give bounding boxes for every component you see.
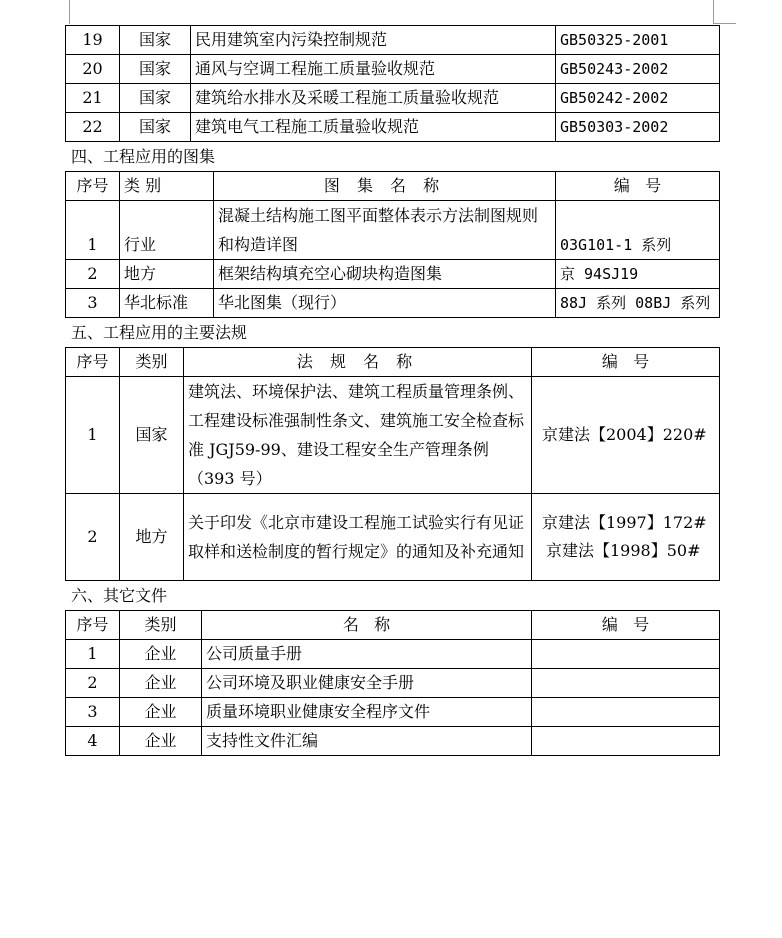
row-code: 88J 系列 08BJ 系列 — [556, 289, 720, 318]
header-category: 类别 — [120, 611, 202, 640]
row-number: 3 — [66, 289, 120, 318]
table-row — [66, 26, 720, 55]
regulations-table — [65, 347, 720, 581]
row-category: 国家 — [120, 113, 191, 142]
other-documents-table — [65, 610, 720, 756]
table-row — [66, 640, 720, 669]
row-category: 国家 — [120, 84, 191, 113]
row-code: 京 94SJ19 — [556, 260, 720, 289]
row-number: 20 — [66, 55, 120, 84]
row-code: GB50243-2002 — [556, 55, 720, 84]
table-row — [66, 113, 720, 142]
row-category: 国家 — [120, 55, 191, 84]
table-row — [66, 727, 720, 756]
row-code — [532, 669, 720, 698]
table-row — [66, 377, 720, 494]
row-number: 4 — [66, 727, 120, 756]
row-number: 19 — [66, 26, 120, 55]
row-code: GB50303-2002 — [556, 113, 720, 142]
section-heading-atlas: 四、工程应用的图集 — [71, 147, 216, 166]
row-code — [532, 698, 720, 727]
row-name: 质量环境职业健康安全程序文件 — [202, 698, 532, 727]
table-row — [66, 260, 720, 289]
row-category: 华北标准 — [120, 289, 214, 318]
header-name: 法 规 名 称 — [184, 348, 532, 377]
row-name: 建筑给水排水及采暖工程施工质量验收规范 — [191, 84, 556, 113]
row-category: 国家 — [120, 26, 191, 55]
table-row — [66, 289, 720, 318]
table-row — [66, 55, 720, 84]
row-number: 2 — [66, 669, 120, 698]
table-row — [66, 698, 720, 727]
row-category: 企业 — [120, 698, 202, 727]
row-name: 建筑法、环境保护法、建筑工程质量管理条例、工程建设标准强制性条文、建筑施工安全检查标准 JGJ59-99、建设工程安全生产管理条例（393 号） — [184, 377, 532, 494]
header-name: 名 称 — [202, 611, 532, 640]
row-name: 混凝土结构施工图平面整体表示方法制图规则和构造详图 — [214, 201, 556, 260]
row-name: 通风与空调工程施工质量验收规范 — [191, 55, 556, 84]
header-name: 图 集 名 称 — [214, 172, 556, 201]
row-name: 公司环境及职业健康安全手册 — [202, 669, 532, 698]
header-category: 类 别 — [120, 172, 214, 201]
row-category: 行业 — [120, 201, 214, 260]
row-number: 22 — [66, 113, 120, 142]
standards-table — [65, 25, 720, 142]
row-category: 地方 — [120, 494, 184, 581]
row-category: 企业 — [120, 669, 202, 698]
row-category: 企业 — [120, 727, 202, 756]
header-code: 编 号 — [556, 172, 720, 201]
row-number: 1 — [66, 640, 120, 669]
row-code: 03G101-1 系列 — [556, 201, 720, 260]
row-category: 国家 — [120, 377, 184, 494]
document-page — [65, 0, 719, 756]
section-heading-regulations: 五、工程应用的主要法规 — [71, 323, 248, 342]
row-name: 框架结构填充空心砌块构造图集 — [214, 260, 556, 289]
row-code-cell — [532, 494, 720, 581]
row-number: 1 — [66, 201, 120, 260]
row-number: 1 — [66, 377, 120, 494]
row-category: 地方 — [120, 260, 214, 289]
row-name: 华北图集（现行） — [214, 289, 556, 318]
row-name: 公司质量手册 — [202, 640, 532, 669]
atlas-table — [65, 171, 720, 318]
table-row — [66, 84, 720, 113]
table-header-row — [66, 611, 720, 640]
row-name: 关于印发《北京市建设工程施工试验实行有见证取样和送检制度的暂行规定》的通知及补充通知 — [184, 494, 532, 581]
row-code — [532, 640, 720, 669]
table-row — [66, 201, 720, 260]
row-code: GB50325-2001 — [556, 26, 720, 55]
table-row — [66, 669, 720, 698]
header-code: 编 号 — [532, 611, 720, 640]
row-code: 京建法【1998】50# — [546, 541, 701, 560]
row-number: 21 — [66, 84, 120, 113]
row-code: 京建法【1997】172# — [542, 513, 707, 532]
header-number: 序号 — [66, 172, 120, 201]
row-name: 建筑电气工程施工质量验收规范 — [191, 113, 556, 142]
row-number: 3 — [66, 698, 120, 727]
row-code: GB50242-2002 — [556, 84, 720, 113]
header-category: 类别 — [120, 348, 184, 377]
row-number: 2 — [66, 494, 120, 581]
row-name: 民用建筑室内污染控制规范 — [191, 26, 556, 55]
row-name: 支持性文件汇编 — [202, 727, 532, 756]
header-code: 编 号 — [532, 348, 720, 377]
table-row — [66, 494, 720, 581]
row-code: 京建法【2004】220# — [532, 377, 720, 494]
row-category: 企业 — [120, 640, 202, 669]
table-header-row — [66, 172, 720, 201]
header-number: 序号 — [66, 611, 120, 640]
section-heading-other-documents: 六、其它文件 — [71, 586, 168, 605]
row-number: 2 — [66, 260, 120, 289]
row-code — [532, 727, 720, 756]
table-header-row — [66, 348, 720, 377]
header-number: 序号 — [66, 348, 120, 377]
